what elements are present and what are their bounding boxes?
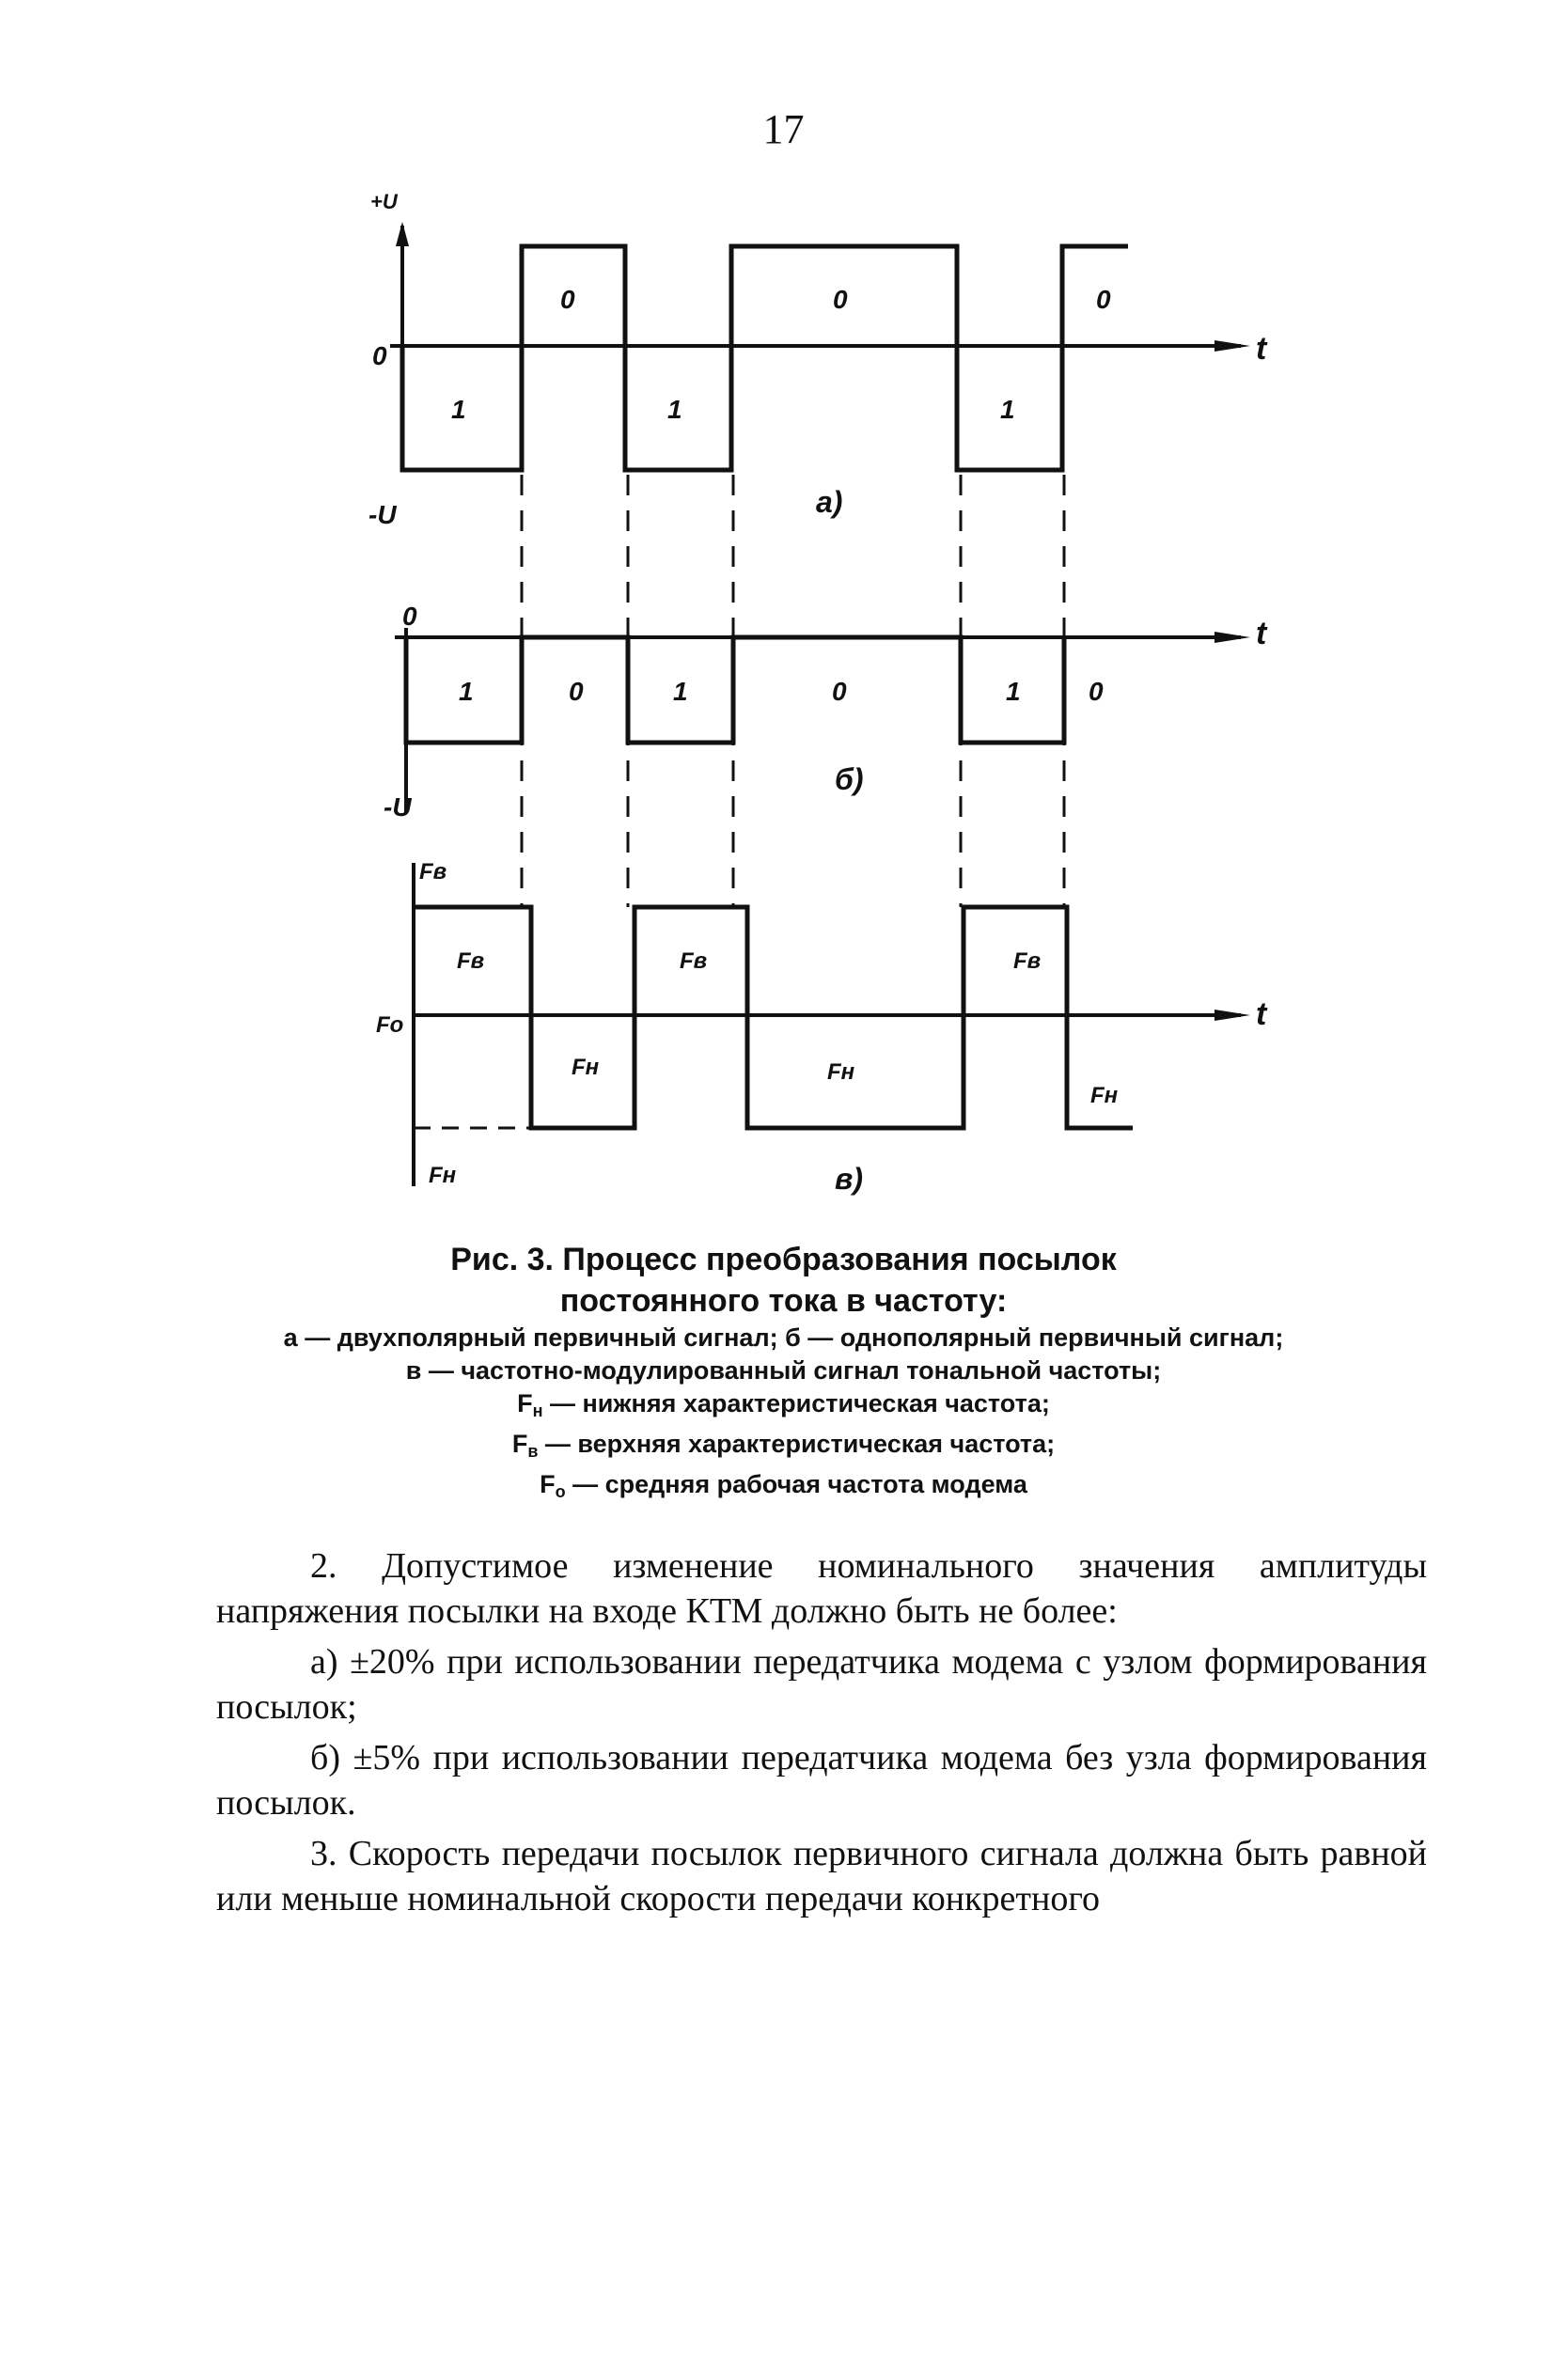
diagram-c-f-lower-label: Fн bbox=[429, 1163, 457, 1188]
paragraph-item-a: а) ±20% при использовании передатчика модема с узлом формирования посылок; bbox=[216, 1642, 1427, 1727]
diagram-b-bit-1: 1 bbox=[459, 677, 474, 706]
diagram-a-bit-2: 0 bbox=[560, 285, 575, 314]
fo-symbol: F bbox=[540, 1470, 556, 1498]
diagram-b-bit-5: 1 bbox=[1006, 677, 1021, 706]
fn-subscript: н bbox=[532, 1401, 543, 1420]
fv-subscript: в bbox=[527, 1442, 539, 1461]
diagram-c-f-upper-label: Fв bbox=[419, 859, 447, 885]
diagram-b-zero-label: 0 bbox=[402, 602, 417, 631]
diagram-b-minus-u-label: -U bbox=[384, 792, 412, 822]
diagram-a-bit-5: 1 bbox=[1000, 395, 1015, 424]
fv-symbol: F bbox=[511, 1430, 528, 1458]
diagram-c-label: в) bbox=[835, 1162, 863, 1196]
diagram-c-time-arrowhead bbox=[1214, 1010, 1250, 1021]
diagram-c bbox=[414, 863, 1250, 1186]
caption-legend-fo bbox=[0, 1468, 1567, 1509]
figure-caption bbox=[0, 1239, 1567, 1509]
diagram-c-segment-3: Fв bbox=[680, 948, 708, 974]
paragraph-item-b: б) ±5% при использовании передатчика модема без узла формирования посылок. bbox=[216, 1738, 1427, 1823]
diagram-c-segment-1: Fв bbox=[457, 948, 485, 974]
diagram-c-segment-6: Fн bbox=[1090, 1083, 1119, 1108]
diagram-c-segment-4: Fн bbox=[827, 1059, 855, 1085]
dashed-guide-lines bbox=[522, 475, 1064, 907]
diagram-b-time-arrowhead bbox=[1214, 632, 1250, 643]
caption-title-line-2: постоянного тока в частоту: bbox=[559, 1283, 1008, 1319]
fv-text: — верхняя характеристическая частота; bbox=[538, 1430, 1056, 1458]
diagram-a-bit-4: 0 bbox=[833, 285, 848, 314]
diagram-a-zero-label: 0 bbox=[372, 341, 387, 370]
diagram-b bbox=[395, 628, 1250, 813]
diagram-c-time-label: t bbox=[1256, 996, 1267, 1032]
caption-legend-fv bbox=[0, 1428, 1567, 1468]
diagram-b-bit-4: 0 bbox=[832, 677, 847, 706]
diagram-a-waveform bbox=[402, 246, 1128, 470]
diagram-b-time-label: t bbox=[1256, 616, 1267, 651]
caption-legend-a-b: а — двухполярный первичный сигнал; б — однополярный первичный сигнал; bbox=[283, 1323, 1284, 1352]
paragraph-amplitude: 2. Допустимое изменение номинального значения амплитуды напряжения посылки на входе КТМ должно быть не более: bbox=[216, 1546, 1427, 1631]
page-number: 17 bbox=[762, 106, 805, 152]
diagram-b-waveform bbox=[406, 637, 1064, 743]
diagram-a-bit-3: 1 bbox=[667, 395, 682, 424]
diagram-c-waveform bbox=[414, 907, 1133, 1128]
paragraph-speed: 3. Скорость передачи посылок первичного сигнала должна быть равной или меньше номинальной скорости передачи конкретного bbox=[216, 1834, 1427, 1918]
body-text bbox=[216, 1543, 1427, 1927]
diagram-a-plus-u-label: +U bbox=[370, 190, 398, 213]
diagram-b-bit-2: 0 bbox=[569, 677, 584, 706]
caption-title-line-1: Рис. 3. Процесс преобразования посылок bbox=[450, 1242, 1117, 1277]
diagram-a-time-arrowhead bbox=[1214, 340, 1250, 352]
diagram-b-label: б) bbox=[835, 762, 864, 796]
diagram-a-axis-arrowhead bbox=[396, 222, 409, 246]
diagram-a-label: а) bbox=[816, 485, 843, 519]
diagram-b-bit-3: 1 bbox=[673, 677, 688, 706]
diagram-a-time-label: t bbox=[1256, 331, 1267, 367]
fn-symbol: F bbox=[517, 1389, 533, 1417]
caption-legend-v: в — частотно-модулированный сигнал тональной частоты; bbox=[405, 1356, 1162, 1385]
diagram-b-bit-6: 0 bbox=[1089, 677, 1104, 706]
diagram-a bbox=[390, 222, 1250, 470]
diagram-c-segment-2: Fн bbox=[572, 1055, 600, 1080]
diagram-c-f-mid-label: Fо bbox=[376, 1012, 404, 1038]
fo-subscript: о bbox=[555, 1482, 566, 1501]
diagram-a-minus-u-label: -U bbox=[368, 500, 397, 529]
diagram-a-bit-6: 0 bbox=[1096, 285, 1111, 314]
fo-text: — средняя рабочая частота модема bbox=[565, 1470, 1027, 1498]
diagram-a-bit-1: 1 bbox=[451, 395, 466, 424]
fn-text: — нижняя характеристическая частота; bbox=[542, 1389, 1050, 1417]
caption-legend-fn bbox=[0, 1387, 1567, 1428]
diagram-c-segment-5: Fв bbox=[1013, 948, 1042, 974]
